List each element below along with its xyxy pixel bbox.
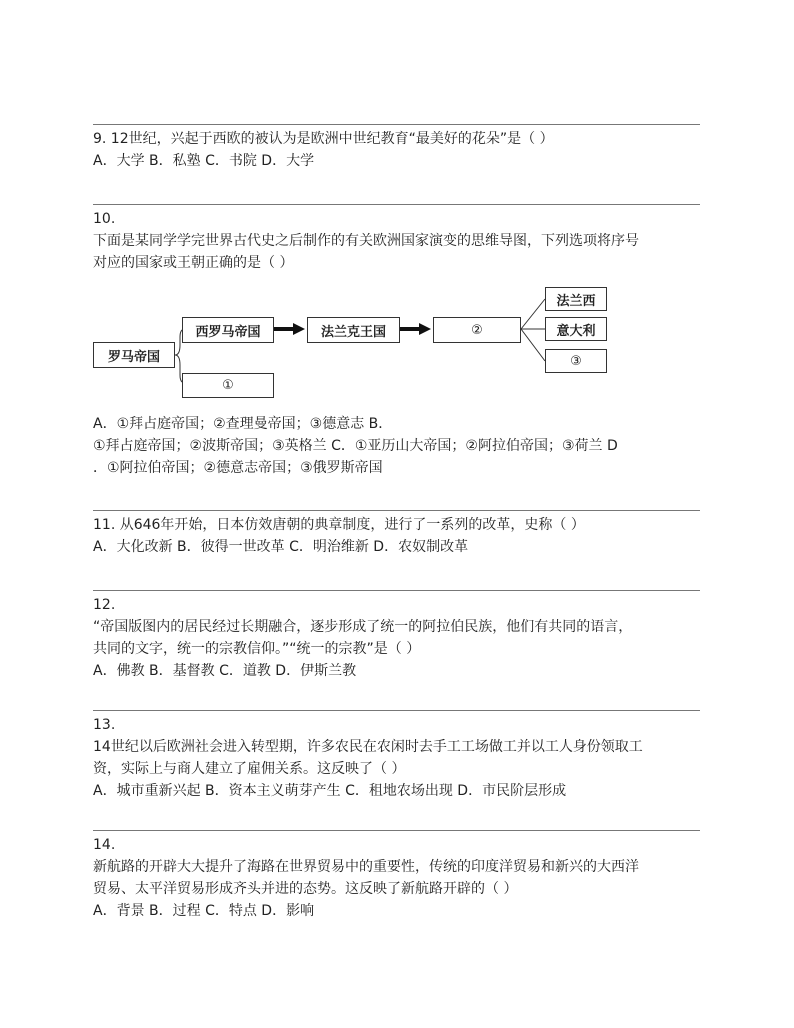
separator-q9 [93, 124, 700, 125]
question-12-stem-line1: “帝国版图内的居民经过长期融合，逐步形成了统一的阿拉伯民族，他们有共同的语言， [93, 619, 633, 635]
question-14-options: A．背景 B．过程 C．特点 D．影响 [93, 903, 315, 919]
box-blank-1: ① [182, 373, 274, 398]
question-10-number: 10. [93, 211, 116, 227]
question-12-stem-line2: 共同的文字，统一的宗教信仰。”“统一的宗教”是（ ） [93, 641, 421, 657]
question-13-stem-line1: 14世纪以后欧洲社会进入转型期，许多农民在农闲时去手工工场做工并以工人身份领取工 [93, 739, 643, 755]
question-11-stem: 11. 从646年开始，日本仿效唐朝的典章制度，进行了一系列的改革，史称（ ） [93, 517, 585, 533]
question-12-number: 12. [93, 597, 116, 613]
question-11-options: A．大化改新 B．彼得一世改革 C．明治维新 D．农奴制改革 [93, 539, 469, 555]
question-13 [93, 714, 700, 802]
question-14-number: 14. [93, 837, 116, 853]
question-11 [93, 514, 700, 558]
question-9-stem: 9. 12世纪，兴起于西欧的被认为是欧洲中世纪教育“最美好的花朵”是（ ） [93, 131, 554, 147]
question-14-stem-line1: 新航路的开辟大大提升了海路在世界贸易中的重要性，传统的印度洋贸易和新兴的大西洋 [93, 859, 639, 875]
mind-map-diagram [93, 285, 613, 400]
box-italy: 意大利 [545, 317, 607, 341]
question-13-number: 13. [93, 717, 116, 733]
question-10-stem-line2: 对应的国家或王朝正确的是（ ） [93, 255, 294, 271]
question-14-stem-line2: 贸易、太平洋贸易形成齐头并进的态势。这反映了新航路开辟的（ ） [93, 881, 518, 897]
box-western-roman-empire: 西罗马帝国 [182, 317, 274, 343]
question-9-options: A．大学 B．私塾 C．书院 D．大学 [93, 153, 315, 169]
question-13-stem-line2: 资，实际上与商人建立了雇佣关系。这反映了（ ） [93, 761, 406, 777]
question-13-options: A．城市重新兴起 B．资本主义萌芽产生 C．租地农场出现 D．市民阶层形成 [93, 783, 567, 799]
box-france: 法兰西 [545, 287, 607, 311]
question-10-options-line1: A．①拜占庭帝国；②查理曼帝国；③德意志 B． [93, 416, 393, 432]
box-roman-empire: 罗马帝国 [93, 342, 175, 368]
separator-q10 [93, 204, 700, 205]
box-blank-2: ② [433, 317, 521, 343]
question-10-options-line3: ．①阿拉伯帝国；②德意志帝国；③俄罗斯帝国 [93, 460, 383, 476]
separator-q14 [93, 830, 700, 831]
separator-q12 [93, 590, 700, 591]
box-blank-3: ③ [545, 349, 607, 373]
question-12 [93, 594, 700, 682]
separator-q13 [93, 710, 700, 711]
question-10-options-line2: ①拜占庭帝国；②波斯帝国；③英格兰 C．①亚历山大帝国；②阿拉伯帝国；③荷兰 D [93, 438, 618, 454]
box-frankish-kingdom: 法兰克王国 [307, 317, 400, 343]
separator-q11 [93, 510, 700, 511]
question-12-options: A．佛教 B．基督教 C．道教 D．伊斯兰教 [93, 663, 357, 679]
question-14 [93, 834, 700, 922]
question-10 [93, 208, 700, 274]
question-10-stem-line1: 下面是某同学学完世界古代史之后制作的有关欧洲国家演变的思维导图，下列选项将序号 [93, 233, 639, 249]
question-9 [93, 128, 700, 172]
question-10-options [93, 413, 700, 479]
